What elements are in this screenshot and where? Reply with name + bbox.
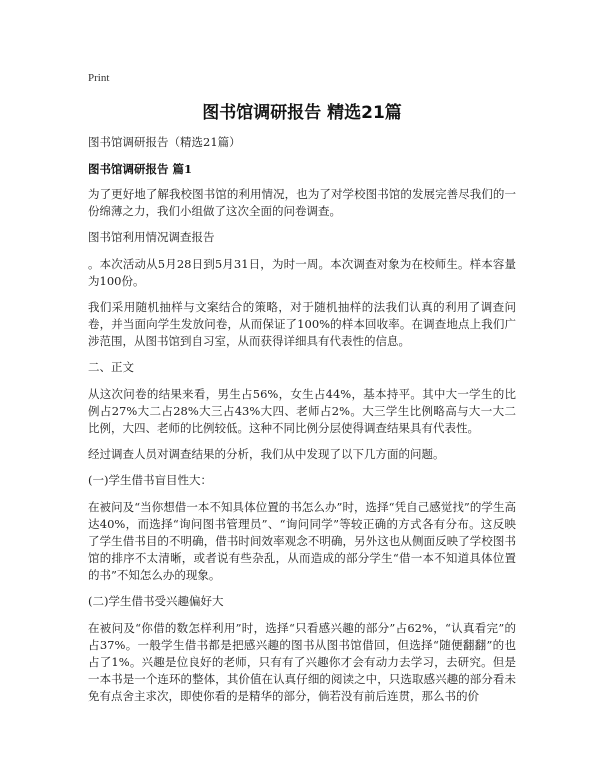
paragraph-issue-1-heading: (一)学生借书盲目性大： bbox=[88, 473, 212, 487]
paragraph-issue-2-heading: (二)学生借书受兴趣偏好大 bbox=[88, 594, 224, 608]
document-subtitle: 图书馆调研报告（精选21篇） bbox=[88, 135, 241, 149]
paragraph-intro: 为了更好地了解我校图书馆的利用情况，也为了对学校图书馆的发展完善尽我们的一份绵薄之力，我们小组做了这次全面的问卷调查。 bbox=[88, 187, 516, 218]
paragraph-issue-1-body: 在被问及“当你想借一本不知具体位置的书怎么办”时，选择“凭自己感觉找”的学生高达40%，而选择“询问图书管理员”、“询问同学”等较正确的方式各有分布。这反映了学生借书目的不明确，借书时间效率观念不明确，另外这也从侧面反映了学校图书馆的排序不太清晰，或者说有些杂乱，从而造成的部分学生“借一本不知道具体位置的书”不知怎么办的现象。 bbox=[88, 500, 516, 582]
paragraph-analysis: 经过调查人员对调查结果的分析，我们从中发现了以下几方面的问题。 bbox=[88, 447, 445, 461]
paragraph-report-name: 图书馆利用情况调查报告 bbox=[88, 230, 215, 244]
paragraph-method: 我们采用随机抽样与文案结合的策略，对于随机抽样的法我们认真的利用了调查问卷，并当面向学生发放问卷，从而保证了100%的样本回收率。在调查地点上我们广涉范围，从图书馆到自习室，从而获得详细具有代表性的信息。 bbox=[88, 300, 516, 348]
paragraph-main-heading: 二、正文 bbox=[88, 360, 134, 374]
paragraph-results: 从这次问卷的结果来看，男生占56%，女生占44%，基本持平。其中大一学生的比例占27%大二占28%大三占43%大四、老师占2%。大三学生比例略高与大一大二比例，大四、老师的比例较低。这种不同比例分层使得调查结果具有代表性。 bbox=[88, 387, 516, 435]
print-link[interactable]: Print bbox=[88, 72, 110, 84]
document-title: 图书馆调研报告 精选21篇 bbox=[202, 103, 402, 123]
document-page bbox=[88, 70, 516, 714]
section-heading: 图书馆调研报告 篇1 bbox=[88, 162, 193, 176]
paragraph-issue-2-body: 在被问及“你借的数怎样利用”时，选择“只看感兴趣的部分”占62%，“认真看完”的占37%。一般学生借书都是把感兴趣的图书从图书馆借回，但选择“随便翻翻”的也占了1%。兴趣是位良好的老师，只有有了兴趣你才会有动力去学习，去研究。但是一本书是一个连环的整体，其价值在认真仔细的阅读之中，只选取感兴趣的部分看未免有点舍主求次，即使你看的是精华的部分，倘若没有前后连贯，那么书的价 bbox=[88, 621, 516, 703]
paragraph-survey-period: 。本次活动从5月28日到5月31日，为时一周。本次调查对象为在校师生。样本容量为100份。 bbox=[88, 257, 516, 288]
